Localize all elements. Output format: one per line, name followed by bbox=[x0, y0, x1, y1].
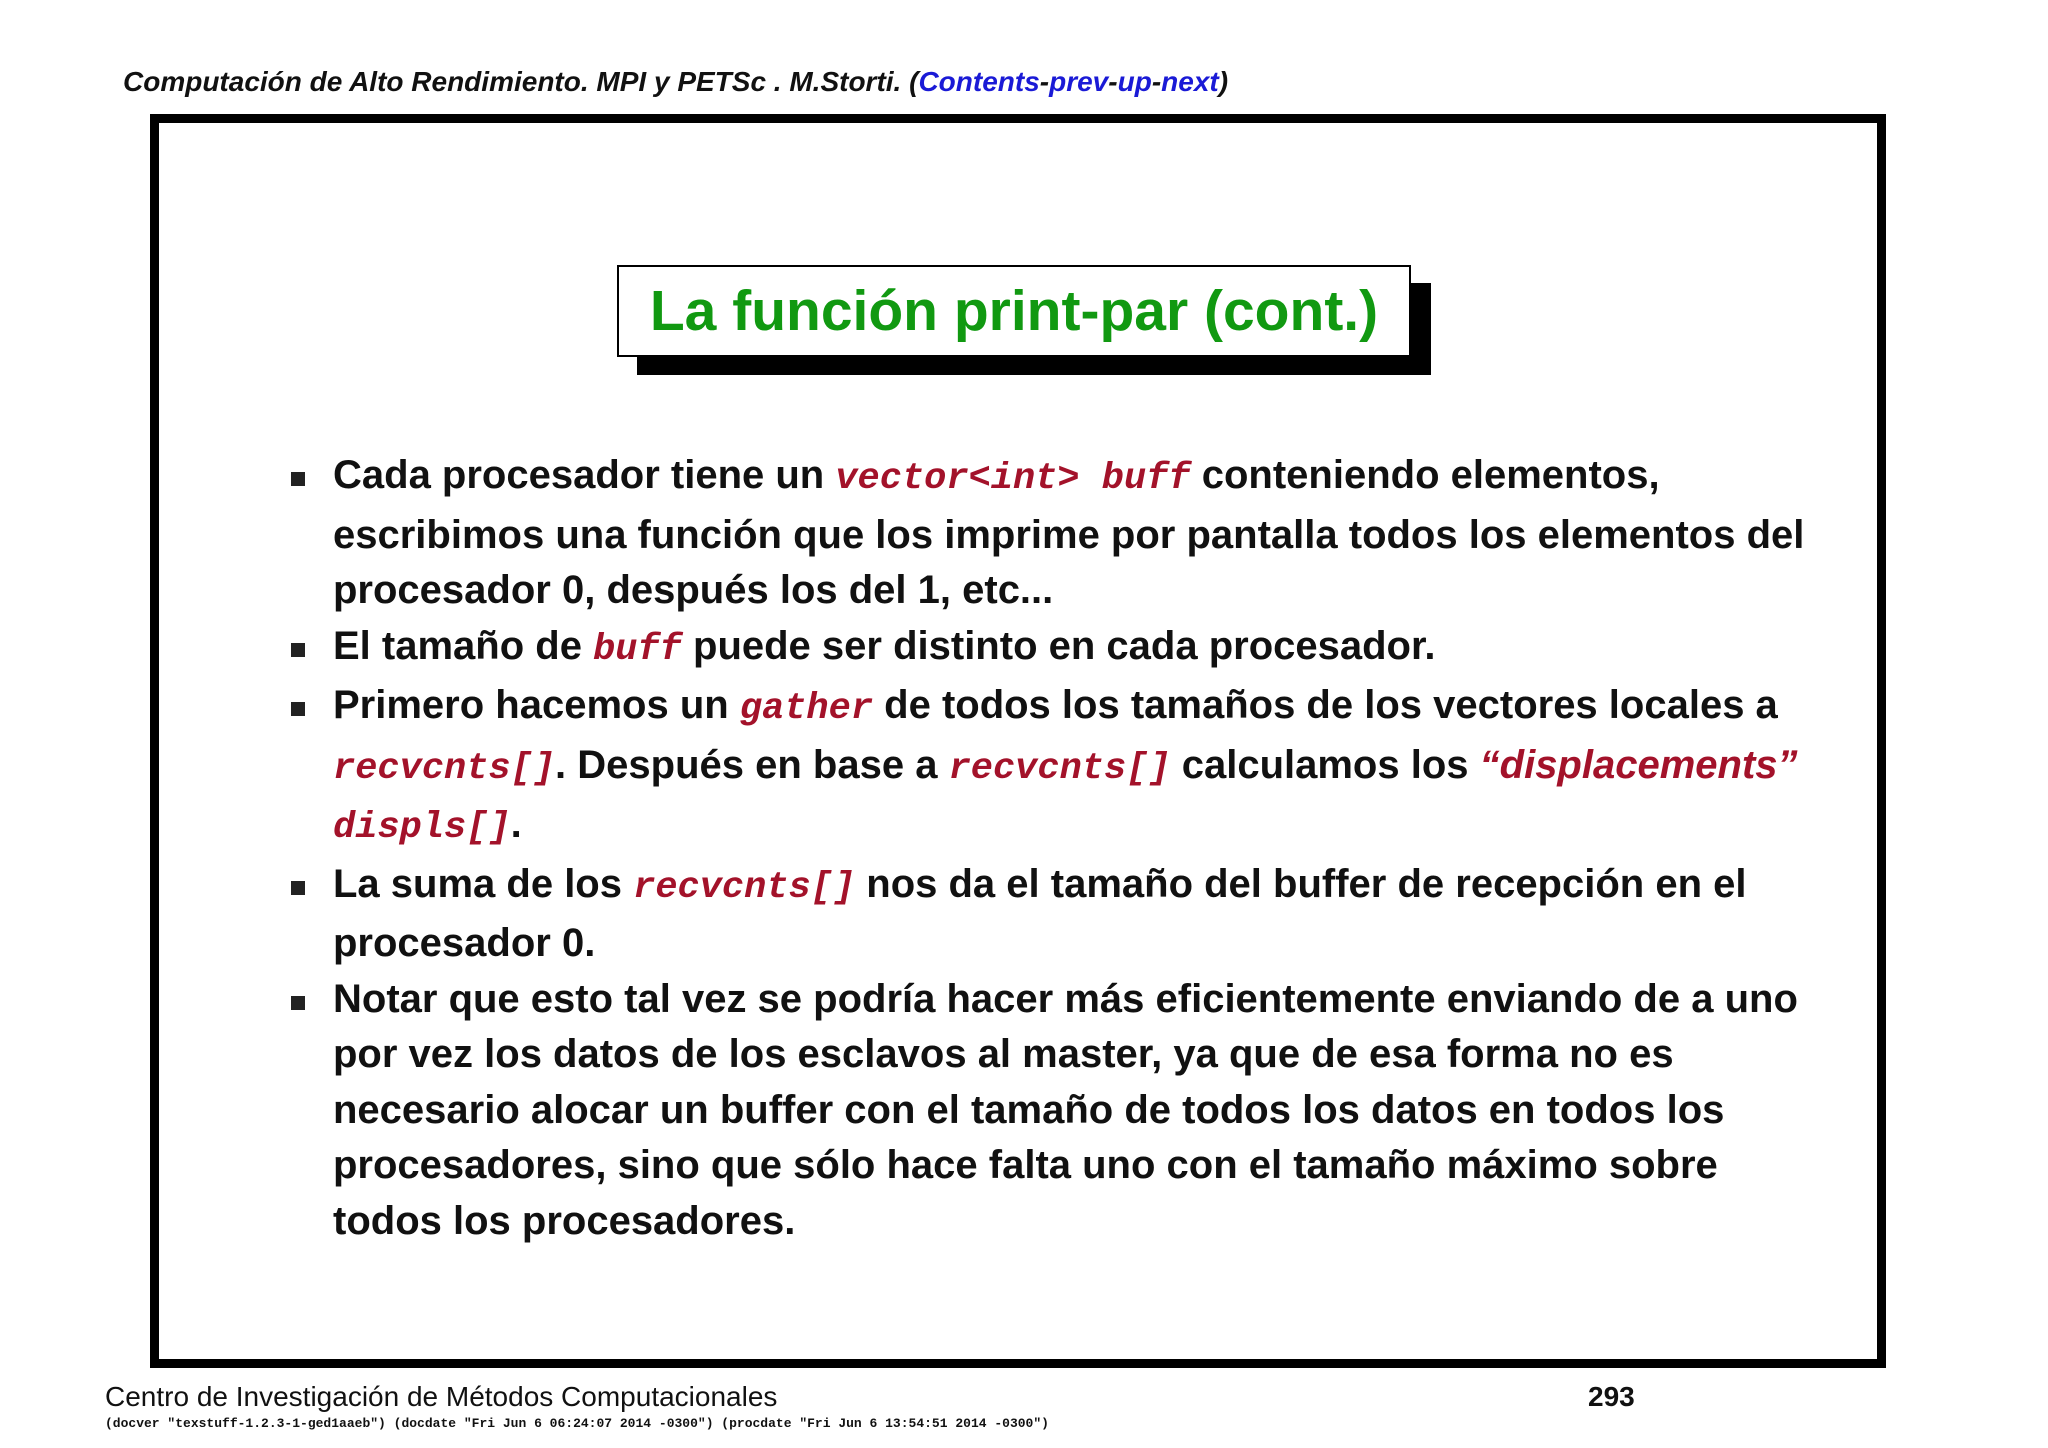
slide-title: La función print-par (cont.) bbox=[649, 279, 1379, 343]
bullet-text: conteniendo elementos, escribimos una función que los imprime por pantalla todos los elementos del procesador 0, después los del 1, etc... bbox=[333, 453, 1805, 612]
bullet-text: Primero hacemos un bbox=[333, 683, 740, 727]
square-bullet-icon bbox=[291, 881, 305, 895]
square-bullet-icon bbox=[291, 702, 305, 716]
bullet-text: . bbox=[510, 802, 522, 846]
bullet-text: . Después en base a bbox=[555, 742, 949, 787]
code-snippet: recvcnts[] bbox=[948, 747, 1171, 790]
code-snippet: displs[] bbox=[333, 807, 511, 849]
square-bullet-icon bbox=[291, 472, 305, 486]
bullet-text: de todos los tamaños de los vectores locales a bbox=[873, 683, 1778, 727]
code-snippet: buff bbox=[593, 628, 682, 671]
page-header bbox=[123, 66, 1228, 98]
footer-institution: Centro de Investigación de Métodos Computacionales bbox=[105, 1381, 778, 1412]
bullet-text: calculamos los bbox=[1170, 742, 1480, 787]
code-snippet: vector<int> buff bbox=[835, 458, 1191, 500]
bullet-text: puede ser distinto en cada procesador. bbox=[681, 623, 1436, 668]
bullet-item bbox=[290, 972, 1830, 1250]
bullet-item bbox=[290, 857, 1830, 972]
page-number: 293 bbox=[1588, 1381, 1635, 1412]
header-close-paren: ) bbox=[1218, 66, 1229, 97]
header-text: Computación de Alto Rendimiento. MPI y PETSc . M.Storti. ( bbox=[123, 66, 919, 97]
up-link[interactable]: up bbox=[1117, 66, 1152, 97]
code-snippet: recvcnts[] bbox=[633, 866, 856, 909]
next-link[interactable]: next bbox=[1161, 66, 1219, 97]
code-snippet: recvcnts[] bbox=[333, 747, 556, 790]
code-snippet: gather bbox=[739, 688, 874, 730]
bullet-text: Cada procesador tiene un bbox=[333, 453, 836, 497]
square-bullet-icon bbox=[291, 996, 305, 1010]
link-separator: - bbox=[1151, 66, 1162, 97]
bullet-text: El tamaño de bbox=[333, 623, 594, 668]
contents-link[interactable]: Contents bbox=[918, 66, 1040, 97]
square-bullet-icon bbox=[291, 643, 305, 657]
link-separator: - bbox=[1108, 66, 1118, 97]
link-separator: - bbox=[1039, 66, 1050, 97]
bullet-list bbox=[290, 448, 1830, 1249]
bullet-item bbox=[290, 448, 1830, 619]
bullet-text: Notar que esto tal vez se podría hacer más eficientemente enviando de a uno por vez los datos de los esclavos al master, ya que de esa forma no es necesario alocar un buffer con el tamaño de todos los datos en todos los procesadores, sino que sólo hace falta uno con el tamaño máximo sobre todos los procesadores. bbox=[333, 976, 1798, 1243]
bullet-item bbox=[290, 678, 1830, 857]
bullet-item bbox=[290, 619, 1830, 679]
emphasis-text: “displacements” bbox=[1479, 742, 1798, 787]
footer-build-info: (docver "texstuff-1.2.3-1-ged1aaeb") (docdate "Fri Jun 6 06:24:07 2014 -0300") (procdate "Fri Jun 6 13:54:51 2014 -0300") bbox=[105, 1416, 1049, 1431]
bullet-text: La suma de los bbox=[333, 861, 634, 906]
slide-title-box bbox=[617, 265, 1411, 357]
bullet-text: nos da el tamaño del buffer de recepción en el procesador 0. bbox=[333, 861, 1747, 965]
prev-link[interactable]: prev bbox=[1049, 66, 1109, 97]
